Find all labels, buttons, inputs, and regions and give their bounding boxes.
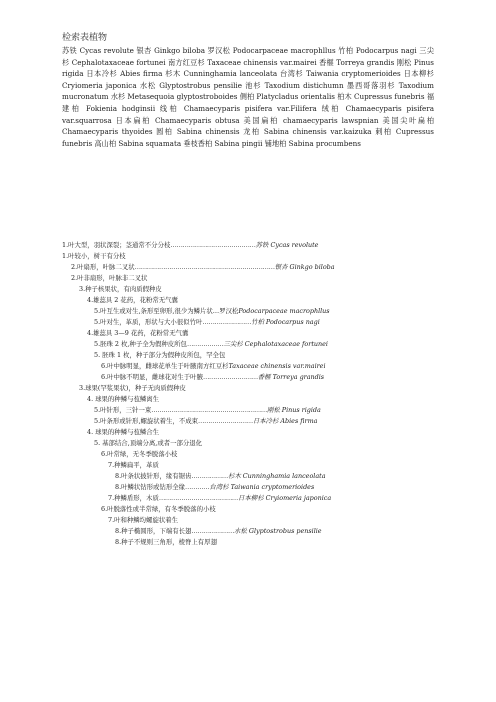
key-label: 5.叶对生，革质，形状与大小很似竹叶 bbox=[94, 318, 203, 326]
key-dots: …………………………………………………………… bbox=[134, 263, 275, 271]
key-result: 刚松 Pinus rigida bbox=[266, 406, 321, 414]
key-label: 4. 球果的种鳞与苞鳞合生 bbox=[87, 428, 160, 436]
key-result: 三尖杉 Cephalotaxaceae fortunei bbox=[223, 340, 328, 348]
key-line bbox=[108, 460, 159, 471]
key-label: 8.种子椭圆形，下端有长翅 bbox=[115, 527, 192, 535]
key-label: 6.叶中脉明显，雌球花单生于叶腋南方红豆杉 bbox=[101, 362, 229, 370]
key-dots: ……………………… bbox=[202, 373, 258, 381]
species-list-paragraph: 苏铁 Cycas revolute 银杏 Ginkgo biloba 罗汉松 Podocarpaceae macrophllus 竹柏 Podocarpus nagi 三尖杉 Cephalotaxaceae fortunei 南方红豆杉 Taxaceae chinensis var.mairei 香榧 Torreya grandis 刚松 Pinus rigida 日本冷杉 Abies firma 杉木 Cunninghamia lanceolata 台湾杉 Taiwania cryptomerioides 日本柳杉 Cryiomeria japonica 水松 Glyptostrobus pensilie 池杉 Taxodium distichumn 墨西哥落羽杉 Taxodium mucronatum 水杉 Metasequoia glyptostroboides 侧柏 Platycladus orientalis 柏木 Cupressus funebris 福建柏 Fokienia hodginsii 线柏 Chamaecyparis pisifera var.Filifera 绒柏 Chamaecyparis pisifera var.squarrosa 日本扁柏 Chamaecyparis obtusa 美国扁柏 chamaecyparis lawspnian 美国尖叶扁柏 Chamaecyparis thyoides 圆柏 Sabina chinensis 龙柏 Sabina chinensis var.kaizuka 刺柏 Cupressus funebris 高山柏 Sabina squamata 垂枝香柏 Sabina pingii 铺地柏 Sabina procumbens bbox=[62, 46, 435, 148]
key-dots: ………………………………… bbox=[158, 494, 239, 502]
key-line bbox=[115, 537, 217, 548]
key-line bbox=[62, 251, 126, 262]
key-line bbox=[87, 295, 178, 306]
key-dots: ………………………………………………… bbox=[151, 406, 267, 414]
key-dots: ……………………… bbox=[198, 417, 253, 425]
key-result: 竹柏 Podocarpus nagi bbox=[251, 318, 320, 326]
key-line bbox=[87, 394, 159, 405]
key-label: 1.叶较小，树干有分枝 bbox=[62, 252, 126, 260]
key-line bbox=[94, 416, 317, 427]
key-label: 4.雄蕊具 3—9 花药，花粉常无气囊 bbox=[87, 329, 189, 337]
key-label: 5. 胚珠 1 枚，种子部分为假种皮所包，罕全包 bbox=[94, 351, 226, 359]
key-dots: ……………… bbox=[191, 472, 228, 480]
key-line bbox=[94, 438, 202, 449]
key-line bbox=[115, 482, 314, 493]
key-line bbox=[94, 405, 321, 416]
key-dots: ………………… bbox=[191, 527, 235, 535]
key-label: 5.叶条形或针形,螺旋状着生，不成束 bbox=[94, 417, 198, 425]
key-line bbox=[79, 383, 186, 394]
key-label: 8.叶条状披针形，缘有锯齿 bbox=[115, 472, 192, 480]
key-line bbox=[115, 526, 322, 537]
key-label: 2.叶非扇形，叶脉非二叉状 bbox=[71, 274, 148, 282]
key-label: 7.种鳞扁平，革质 bbox=[108, 461, 159, 469]
key-label: 7.种鳞盾形，木质 bbox=[108, 494, 159, 502]
page-title: 检索表植物 bbox=[62, 33, 108, 43]
key-result: 银杏 Ginkgo biloba bbox=[274, 263, 335, 271]
key-label: 8.叶鳞状钻形或钻形全缘 bbox=[115, 483, 186, 491]
key-label: 4. 球果的种鳞与苞鳞离生 bbox=[87, 395, 160, 403]
key-label: 6.叶常绿，无冬季脱落小枝 bbox=[101, 450, 178, 458]
key-result: 台湾杉 Taiwania cryptomerioides bbox=[209, 483, 315, 491]
key-dots: ……………… bbox=[186, 340, 224, 348]
key-line bbox=[115, 471, 326, 482]
key-result: 苏铁 Cycas revolute bbox=[255, 241, 319, 249]
key-line bbox=[108, 515, 178, 526]
key-label: 5.叶针形，三针一束 bbox=[94, 406, 152, 414]
key-result: 日本柳杉 Cryiomeria japonica bbox=[238, 494, 332, 502]
key-line bbox=[101, 361, 326, 372]
key-line bbox=[94, 306, 330, 317]
key-label: 3.种子核果状，有肉质假种皮 bbox=[79, 285, 162, 293]
key-line bbox=[62, 240, 318, 251]
key-label: 6.叶中脉不明显，雌球花对生于叶腋 bbox=[101, 373, 203, 381]
key-line bbox=[71, 273, 147, 284]
key-line bbox=[94, 339, 328, 350]
key-dots: ………… bbox=[185, 483, 210, 491]
key-line bbox=[71, 262, 335, 273]
key-result: 杉木 Cunninghamia lanceolata bbox=[227, 472, 326, 480]
key-result: Taxaceae chinensis var.mairei bbox=[228, 362, 326, 370]
key-label: 5.叶互生或对生,条形至卵形,很少为鳞片状…罗汉松 bbox=[94, 307, 239, 315]
key-label: 8.种子不规则三角形，棱脊上有厚翅 bbox=[115, 538, 217, 546]
key-line bbox=[79, 284, 162, 295]
key-label: 7.叶和种鳞均螺旋状着生 bbox=[108, 516, 179, 524]
key-line bbox=[101, 449, 177, 460]
key-dots: …………………… bbox=[202, 318, 252, 326]
key-line bbox=[101, 372, 324, 383]
key-label: 4.雄蕊具 2 花药，花粉常无气囊 bbox=[87, 296, 178, 304]
key-result: 水松 Glyptostrobus pensilie bbox=[234, 527, 322, 535]
key-result: Podocarpaceae macrophllus bbox=[238, 307, 330, 315]
key-result: 香榧 Torreya grandis bbox=[257, 373, 325, 381]
key-line bbox=[108, 493, 331, 504]
key-line bbox=[87, 328, 188, 339]
key-label: 1.叶大型，羽状深裂；茎通常不分分枝 bbox=[62, 241, 171, 249]
key-line bbox=[87, 427, 159, 438]
key-label: 2.叶扇形，叶脉二叉状 bbox=[71, 263, 135, 271]
key-result: 日本冷杉 Abies firma bbox=[252, 417, 318, 425]
key-label: 6.叶脱落性或半常绿，有冬季脱落的小枝 bbox=[101, 505, 216, 513]
key-label: 5. 基部结合,顶端分离,或者一部分退化 bbox=[94, 439, 203, 447]
key-line bbox=[94, 317, 320, 328]
key-label: 3.球果(罕浆果状)，种子无肉质假种皮 bbox=[79, 384, 186, 392]
key-dots: …………………………………… bbox=[170, 241, 256, 249]
key-line bbox=[94, 350, 225, 361]
key-label: 5.胚珠 2 枚,种子全为假种皮所包 bbox=[94, 340, 187, 348]
key-line bbox=[101, 504, 216, 515]
